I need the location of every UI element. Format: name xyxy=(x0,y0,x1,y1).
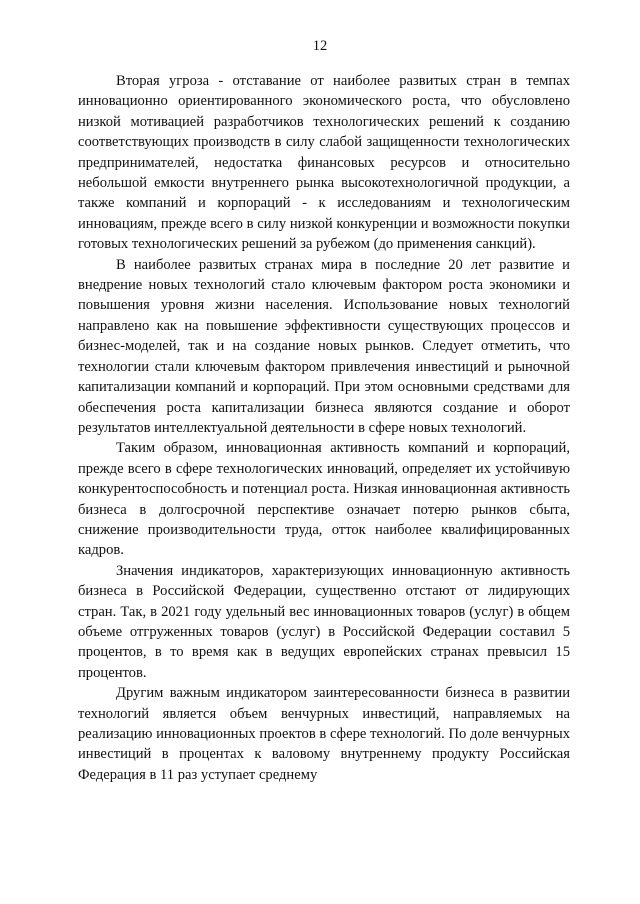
paragraph-venture-investment: Другим важным индикатором заинтересованности бизнеса в развитии технологий является объем венчурных инвестиций, направляемых на реализацию инновационных проектов в сфере технологий. По доле венчурных инвестиций в процентах к валовому внутреннему продукту Российская Федерация в 11 раз уступает среднему xyxy=(78,685,570,783)
paragraph-indicator-values: Значения индикаторов, характеризующих инновационную активность бизнеса в Российской Федерации, существенно отстают от лидирующих стран. Так, в 2021 году удельный вес инновационных товаров (услуг) в общем объеме отгруженных товаров (услуг) в Российской Федерации составил 5 процентов, в то время как в ведущих европейских странах превысил 15 процентов. xyxy=(78,562,570,681)
paragraph-innovation-activity: Таким образом, инновационная активность компаний и корпораций, прежде всего в сфере технологических инноваций, определяет их устойчивую конкурентоспособность и потенциал роста. Низкая инновационная активность бизнеса в долгосрочной перспективе означает потерю рынков сбыта, снижение производительности труда, отток наиболее квалифицированных кадров. xyxy=(78,440,570,559)
paragraph-second-threat: Вторая угроза - отставание от наиболее развитых стран в темпах инновационно ориентированного экономического роста, что обусловлено низкой мотивацией разработчиков технологических решений к созданию соответствующих производств в силу слабой защищенности технологических предпринимателей, недостатка финансовых ресурсов и относительно небольшой емкости внутреннего рынка высокотехнологичной продукции, а также компаний и корпораций - к исследованиям и технологическим инновациям, прежде всего в силу низкой конкуренции и возможности покупки готовых технологических решений за рубежом (до применения санкций). xyxy=(78,73,570,253)
document-body xyxy=(78,71,570,785)
page-number: 12 xyxy=(312,38,328,54)
paragraph-developed-countries: В наиболее развитых странах мира в последние 20 лет развитие и внедрение новых технологий стало ключевым фактором роста экономики и повышения уровня жизни населения. Использование новых технологий направлено как на повышение эффективности существующих процессов и бизнес-моделей, так и на создание новых рынков. Следует отметить, что технологии стали ключевым фактором привлечения инвестиций и рыночной капитализации компаний и корпораций. При этом основными средствами для обеспечения роста капитализации бизнеса являются создание и оборот результатов интеллектуальной деятельности в сфере новых технологий. xyxy=(78,256,570,436)
